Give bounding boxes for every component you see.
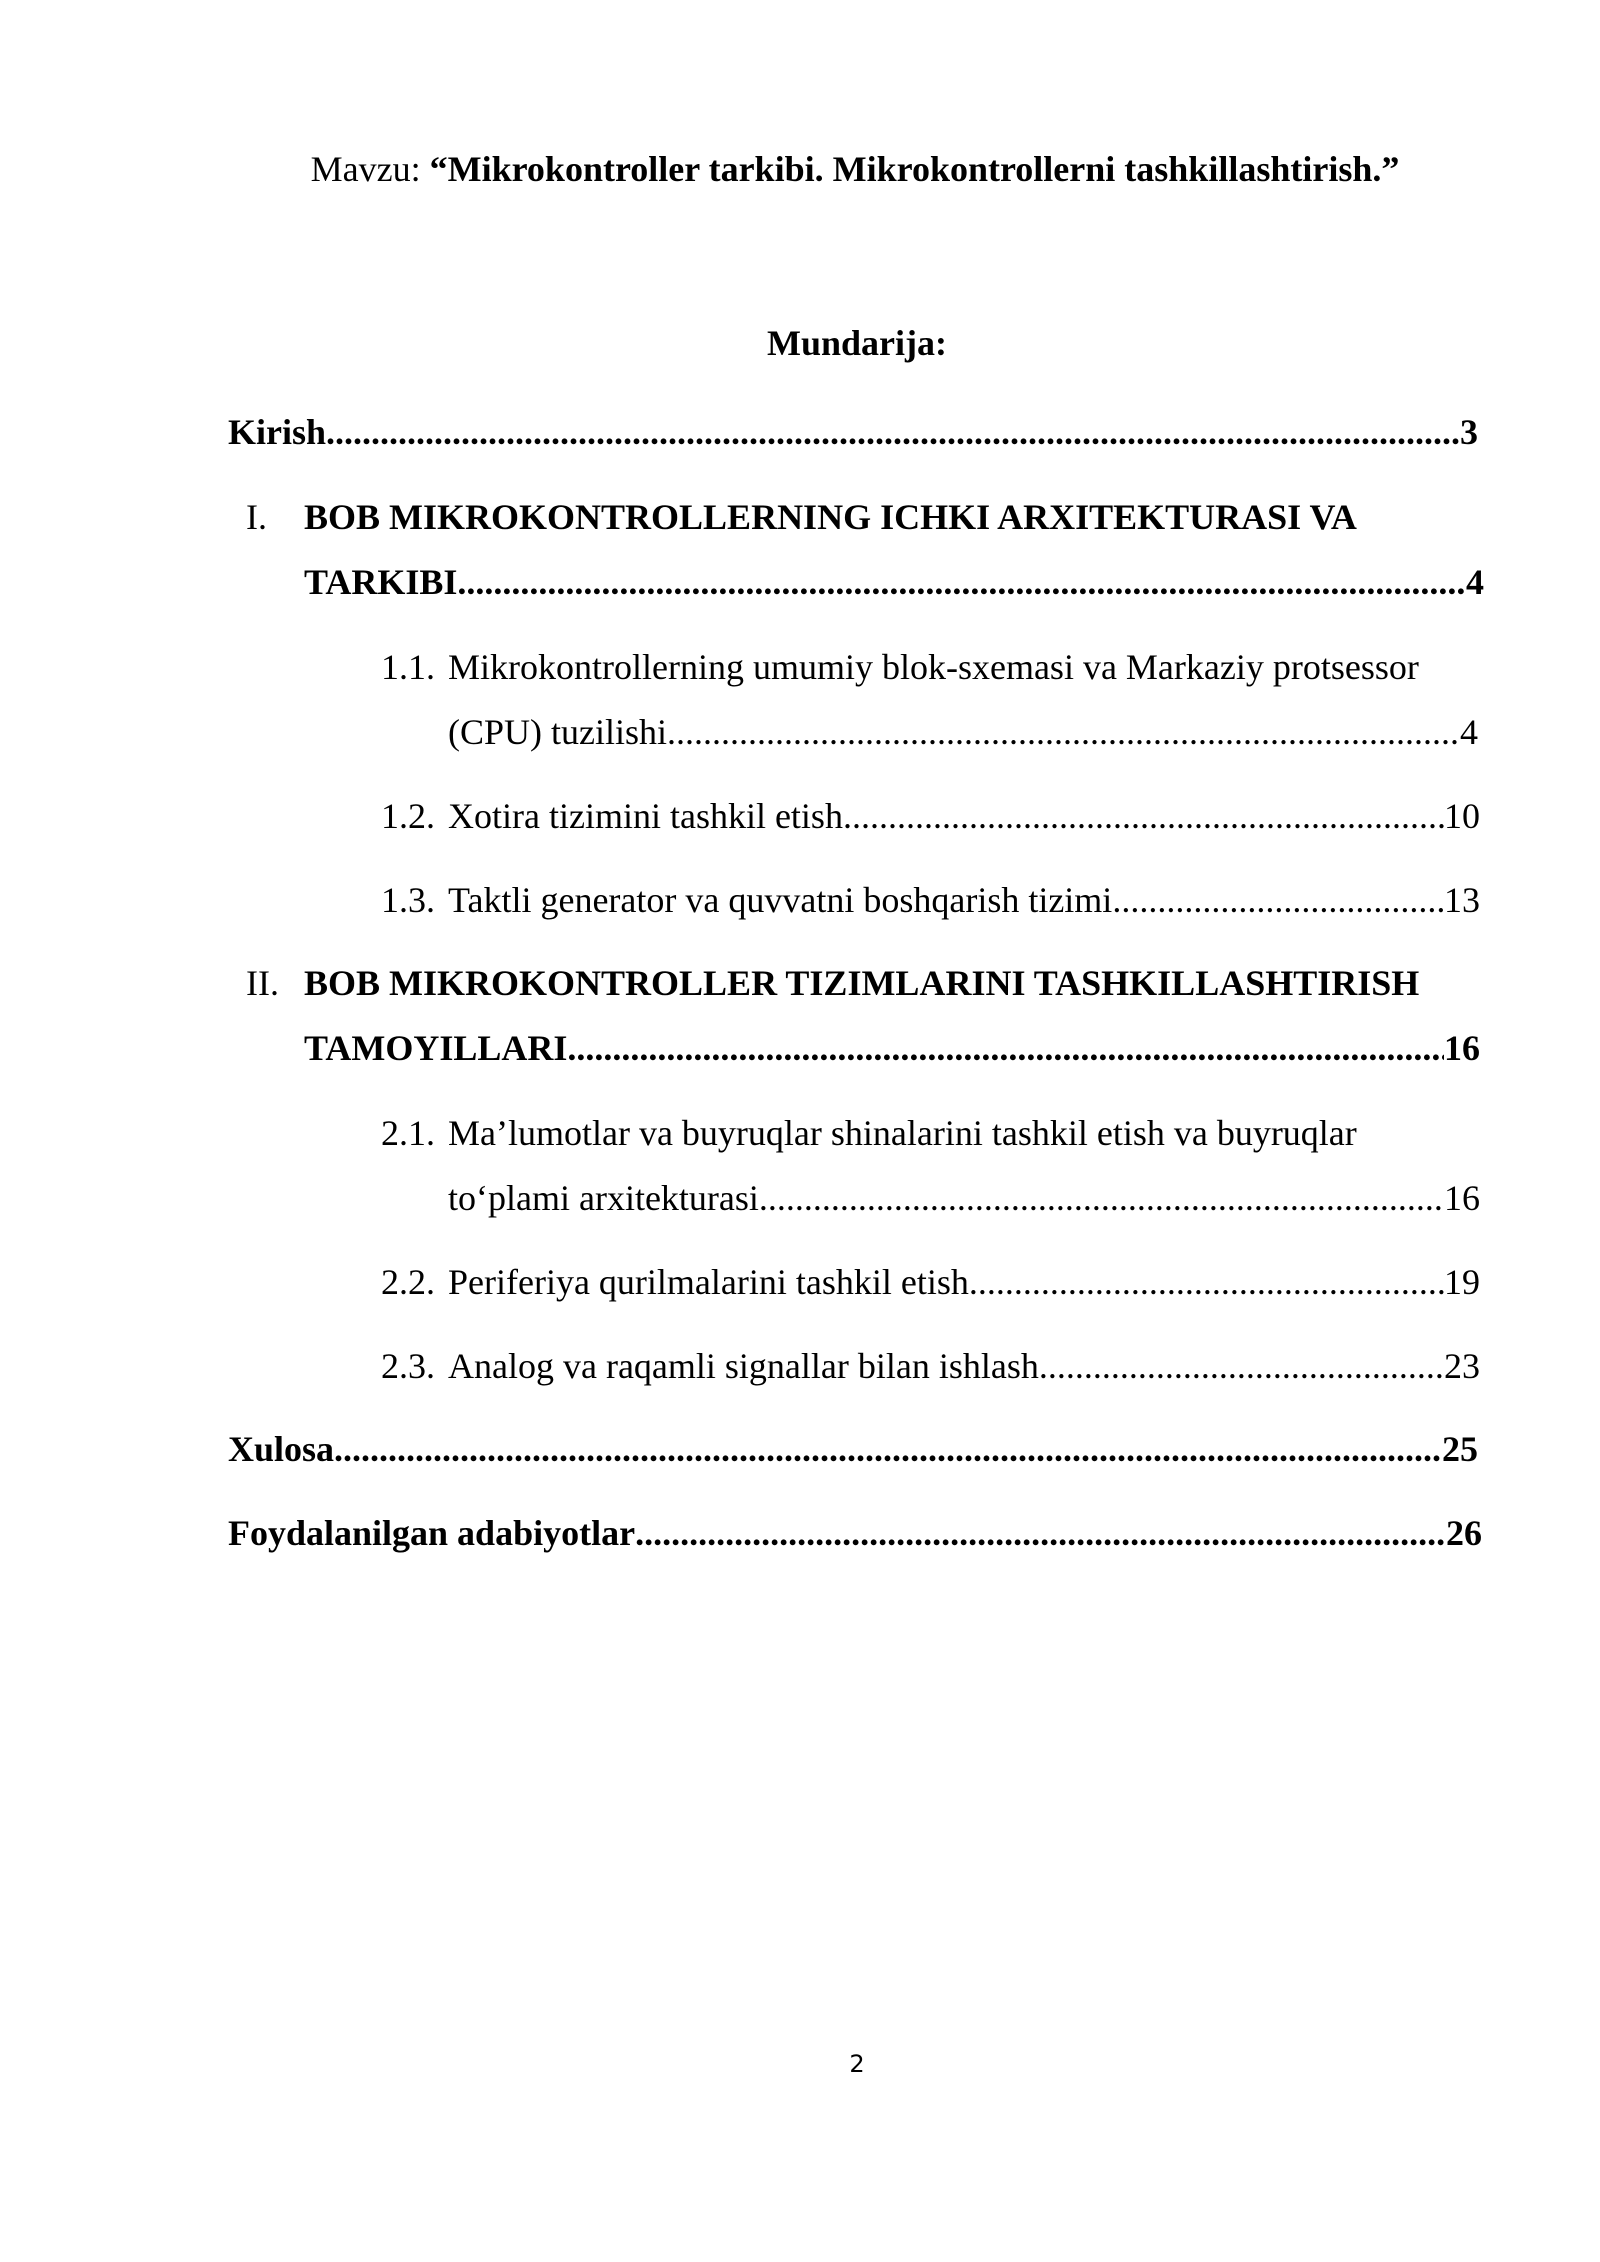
toc-entry-label: to‘plami arxitekturasi (448, 1178, 759, 1218)
toc-entry-page: 4 (1466, 562, 1484, 602)
toc-entry-page: 19 (1444, 1262, 1480, 1302)
toc-leader-dots (326, 410, 1460, 454)
toc-leader-dots (334, 1427, 1442, 1471)
toc-entry-page: 16 (1444, 1178, 1480, 1218)
toc-leader-dots (1112, 878, 1444, 922)
toc-entry-page: 10 (1444, 796, 1480, 836)
toc-entry-label: Foydalanilgan adabiyotlar (228, 1513, 636, 1553)
toc-entry-section13[interactable] (448, 878, 1480, 922)
toc-entry-page: 25 (1442, 1429, 1478, 1469)
toc-entry-chapter2[interactable] (304, 1026, 1480, 1070)
toc-entry-page: 26 (1446, 1513, 1482, 1553)
toc-section-number: 1.1. (381, 647, 435, 687)
topic-prefix: Mavzu: (310, 149, 430, 189)
toc-entry-label: Xotira tizimini tashkil etish (448, 796, 843, 836)
toc-entry-references[interactable] (228, 1511, 1482, 1555)
toc-section-number: 2.1. (381, 1113, 435, 1153)
toc-entry-conclusion[interactable] (228, 1427, 1478, 1471)
toc-leader-dots (667, 710, 1460, 754)
toc-leader-dots (759, 1176, 1444, 1220)
toc-entry-section22[interactable] (448, 1260, 1480, 1304)
toc-entry-label: Taktli generator va quvvatni boshqarish tizimi (448, 880, 1113, 920)
toc-entry-label: TAMOYILLARI (304, 1028, 568, 1068)
toc-entry-section23[interactable] (448, 1344, 1480, 1388)
toc-entry-intro[interactable] (228, 410, 1478, 454)
toc-entry-page: 16 (1444, 1028, 1480, 1068)
toc-entry-page: 13 (1444, 880, 1480, 920)
topic-title: “Mikrokontroller tarkibi. Mikrokontrollerni tashkillashtirish.” (429, 149, 1400, 189)
toc-entry-label: Periferiya qurilmalarini tashkil etish (448, 1262, 969, 1302)
toc-section-number: 1.2. (381, 796, 435, 836)
toc-section-number: 2.3. (381, 1346, 435, 1386)
toc-entry-section12[interactable] (448, 794, 1480, 838)
toc-chapter1-line1[interactable]: BOB MIKROKONTROLLERNING ICHKI ARXITEKTURASI VA (304, 497, 1357, 537)
toc-section21-line1[interactable]: Ma’lumotlar va buyruqlar shinalarini tashkil etish va buyruqlar (448, 1113, 1357, 1153)
toc-leader-dots (635, 1511, 1446, 1555)
chapter-numeral: II. (246, 963, 279, 1003)
toc-entry-label: Kirish (228, 412, 327, 452)
chapter-numeral: I. (246, 497, 267, 537)
toc-entry-chapter1[interactable] (304, 560, 1484, 604)
toc-section-number: 1.3. (381, 880, 435, 920)
document-topic (0, 148, 1600, 190)
toc-leader-dots (457, 560, 1466, 604)
toc-entry-section11[interactable] (448, 710, 1478, 754)
toc-entry-page: 23 (1444, 1346, 1480, 1386)
toc-section-number: 2.2. (381, 1262, 435, 1302)
page-number: 2 (849, 2050, 865, 2078)
toc-entry-label: Analog va raqamli signallar bilan ishlash (448, 1346, 1039, 1386)
toc-leader-dots (843, 794, 1444, 838)
toc-entry-label: Xulosa (228, 1429, 335, 1469)
toc-leader-dots (567, 1026, 1444, 1070)
toc-entry-page: 3 (1460, 412, 1478, 452)
toc-leader-dots (1039, 1344, 1444, 1388)
toc-chapter2-line1[interactable]: BOB MIKROKONTROLLER TIZIMLARINI TASHKILLASHTIRISH (304, 963, 1420, 1003)
toc-entry-label: (CPU) tuzilishi (448, 712, 668, 752)
toc-heading: Mundarija: (767, 323, 947, 363)
toc-entry-label: TARKIBI (304, 562, 458, 602)
toc-leader-dots (969, 1260, 1444, 1304)
toc-entry-page: 4 (1460, 712, 1478, 752)
toc-section11-line1[interactable]: Mikrokontrollerning umumiy blok-sxemasi va Markaziy protsessor (448, 647, 1419, 687)
toc-entry-section21[interactable] (448, 1176, 1480, 1220)
